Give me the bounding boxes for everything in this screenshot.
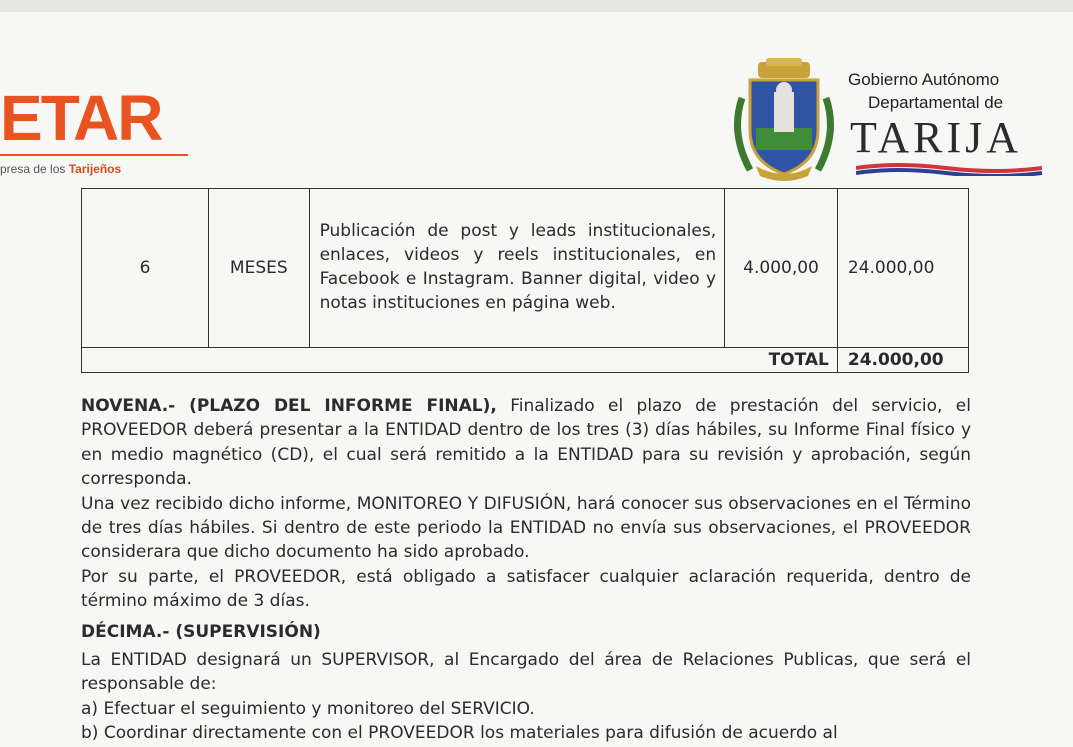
- table-row: [82, 189, 969, 348]
- cell-quantity: 6: [82, 189, 209, 348]
- decima-paragraph: La ENTIDAD designará un SUPERVISOR, al Encargado del área de Relaciones Publicas, que será el responsable de:: [81, 650, 971, 695]
- table-total-row: [82, 348, 969, 373]
- list-item: a) Efectuar el seguimiento y monitoreo del SERVICIO.: [81, 698, 535, 719]
- etar-logo-tagline: presa de los Tarijeños: [0, 162, 122, 176]
- etar-logo: [0, 82, 200, 180]
- cell-unit: MESES: [209, 189, 310, 348]
- novena-paragraph-3: Por su parte, el PROVEEDOR, está obligado a satisfacer cualquier aclaración requerida, dentro de término máximo de 3 días.: [81, 566, 971, 612]
- novena-paragraph: NOVENA.- (PLAZO DEL INFORME FINAL), Finalizado el plazo de prestación del servicio, el PROVEEDOR deberá presentar a la ENTIDAD dentro de los tres (3) días hábiles, su Informe Final físico y en medio magnético (CD), el cual será remitido a la ENTIDAD para su revisión y aprobación, según corresponda.: [81, 396, 971, 490]
- flag-stripes-icon: [856, 162, 1042, 176]
- list-item: b) Coordinar directamente con el PROVEEDOR los materiales para difusión de acuerdo al: [81, 723, 838, 744]
- top-strip: [0, 0, 1073, 12]
- novena-paragraph-2: Una vez recibido dicho informe, MONITOREO Y DIFUSIÓN, hará conocer sus observaciones en el Término de tres días hábiles. Si dentro de este periodo la ENTIDAD no envía sus observaciones, el PROVEEDOR considerara que dicho documento ha sido aprobado.: [81, 493, 971, 563]
- logo-line-departamental: Departamental de: [868, 93, 1004, 112]
- items-table: [81, 188, 969, 373]
- etar-logo-rule: [0, 154, 188, 156]
- cell-description: Publicación de post y leads institucionales, enlaces, videos y reels institucionales, en Facebook e Instagram. Banner digital, video y notas instituciones en página web.: [309, 189, 725, 348]
- decima-heading: DÉCIMA.- (SUPERVISIÓN): [81, 621, 321, 642]
- document-body: [81, 394, 971, 746]
- etar-logo-word: ETAR: [0, 82, 162, 154]
- coat-of-arms-icon: [728, 58, 840, 183]
- total-label: TOTAL: [82, 348, 838, 373]
- cell-unit-price: 4.000,00: [725, 189, 838, 348]
- logo-line-tarija: TARIJA: [850, 113, 1023, 162]
- novena-heading: NOVENA.- (PLAZO DEL INFORME FINAL),: [81, 396, 497, 416]
- total-value: 24.000,00: [837, 348, 968, 373]
- cell-total: 24.000,00: [837, 189, 968, 348]
- gobierno-tarija-logo: [728, 58, 1048, 183]
- logo-line-gobierno: Gobierno Autónomo: [848, 70, 1000, 89]
